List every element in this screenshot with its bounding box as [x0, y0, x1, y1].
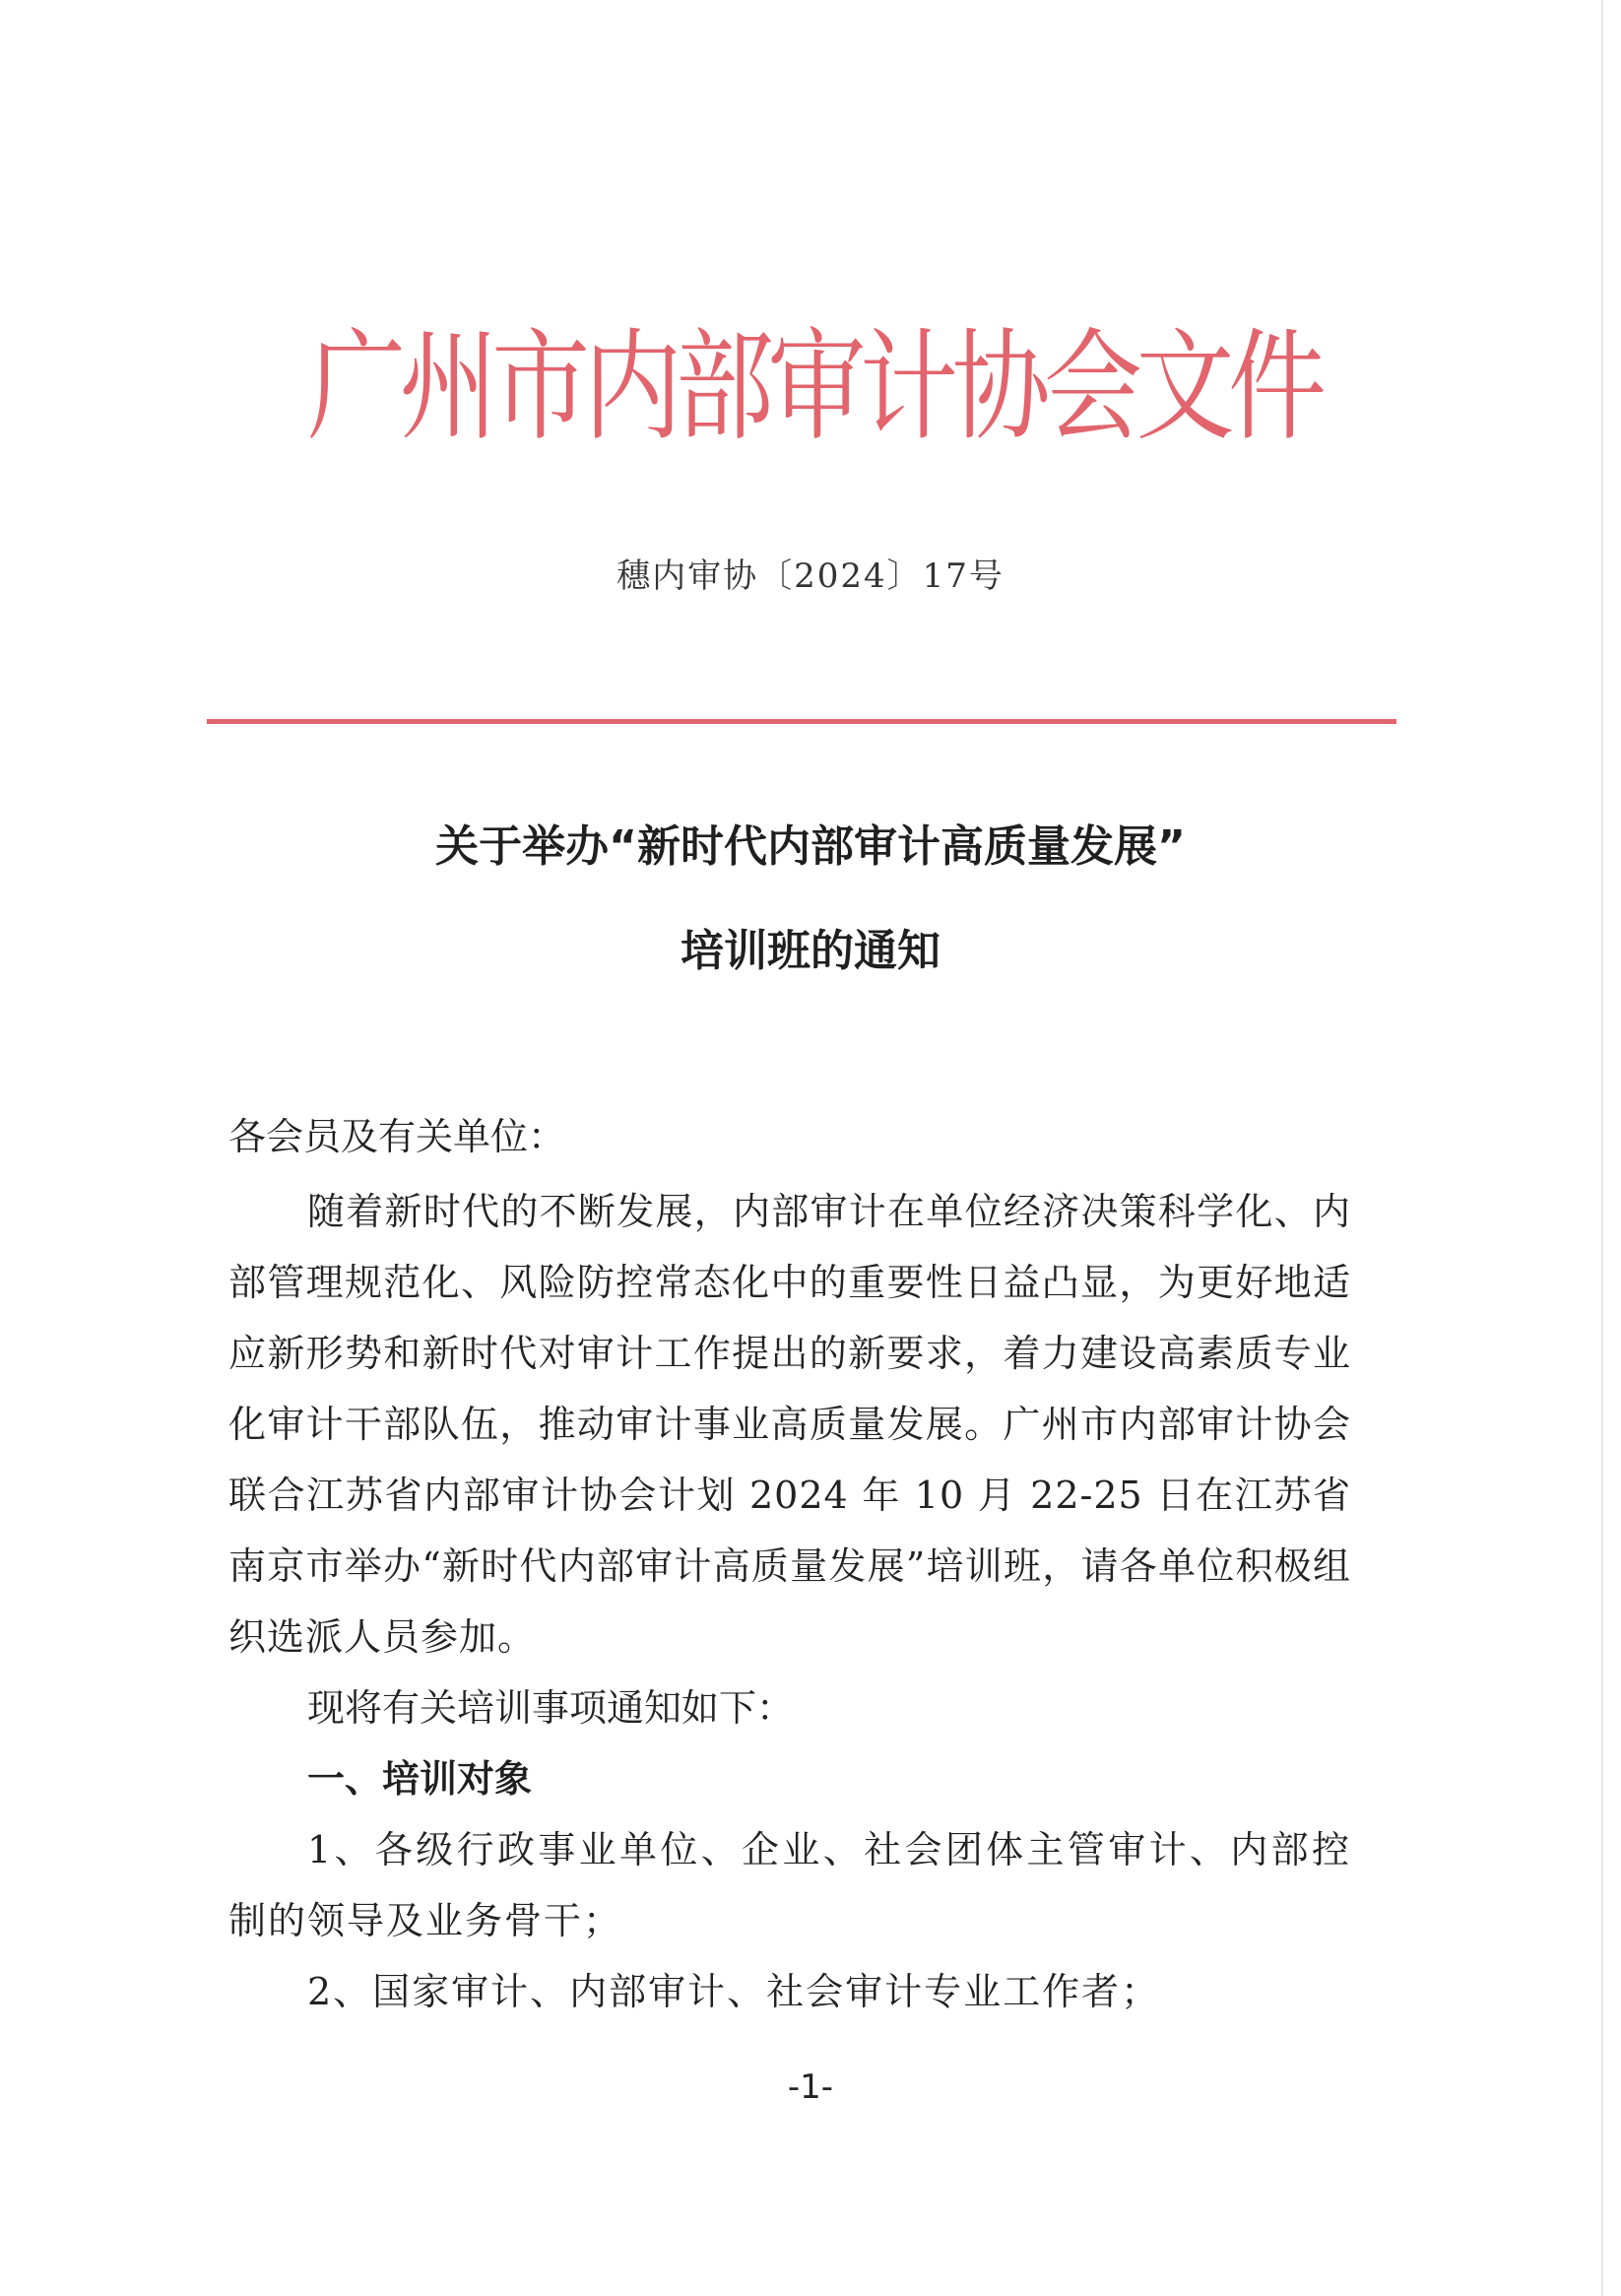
document-number: 穗内审协〔2024〕17号 [616, 557, 1005, 596]
header-divider-rule [207, 719, 1396, 724]
list-item: 2、国家审计、内部审计、社会审计专业工作者； [307, 1970, 1161, 2013]
salutation: 各会员及有关单位： [228, 1115, 566, 1158]
page-number: -1- [787, 2067, 834, 2107]
section-heading-training-targets: 一、培训对象 [307, 1757, 533, 1801]
body-paragraph-intro: 随着新时代的不断发展，内部审计在单位经济决策科学化、内部管理规范化、风险防控常态化中的重要性日益凸显，为更好地适应新形势和新时代对审计工作提出的新要求，着力建设高素质专业化审计干部队伍，推动审计事业高质量发展。广州市内部审计协会联合江苏省内部审计协会计划 2024 年 10 月 22-25 日在江苏省南京市举办“新时代内部审计高质量发展”培训班，请各单位积极组织选派人员参加。 [228, 1190, 1351, 1659]
list-item: 1、各级行政事业单位、企业、社会团体主管审计、内部控制的领导及业务骨干； [228, 1828, 1351, 1942]
scan-edge-line [1601, 0, 1603, 2296]
body-paragraph-lead-in: 现将有关培训事项通知如下： [307, 1686, 795, 1730]
notice-title-line-2: 培训班的通知 [681, 926, 940, 976]
notice-title-line-1: 关于举办“新时代内部审计高质量发展” [435, 821, 1186, 872]
document-header-title: 广州市内部审计协会文件 [307, 317, 1321, 457]
